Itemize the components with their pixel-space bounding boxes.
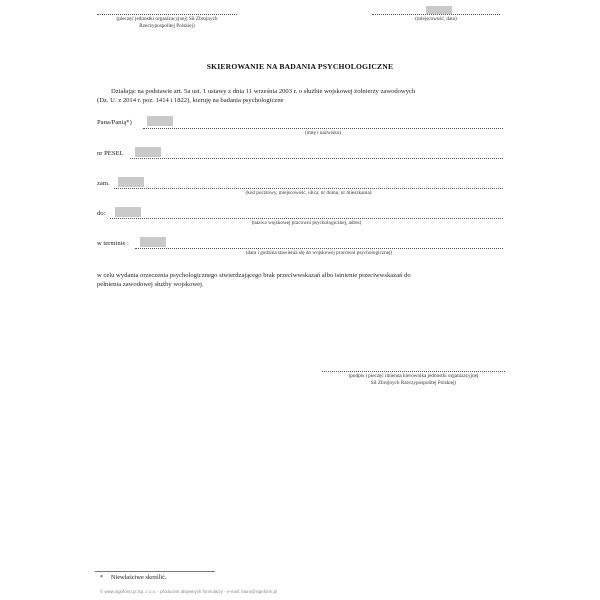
place-date-caption: (miejscowość, data) <box>415 16 457 22</box>
stamp-caption-line1: (pieczęć jednostki organizacyjnej) Sił Zbrojnych <box>116 16 218 22</box>
stamp-caption-line2: Rzeczypospolitej Polskiej) <box>139 22 195 29</box>
footer-copyright: © www.signform.pl Sp. z o.o. - producent aktywnych formularzy - e-mail: biuro@signform.pl <box>100 589 278 594</box>
address-field-line[interactable] <box>114 188 503 189</box>
field-label-address: zam. <box>97 180 110 187</box>
pesel-value-redaction[interactable] <box>135 147 161 157</box>
signature-caption-line2: Sił Zbrojnych Rzeczypospolitej Polskiej) <box>370 379 457 386</box>
signature-line[interactable] <box>322 371 505 372</box>
person-field-line[interactable] <box>143 128 503 129</box>
place-date-line <box>372 14 500 15</box>
intro-line-1: Działając na podstawie art. 5a ust. 1 ustawy z dnia 11 września 2003 r. o służbie wojskowej żołnierzy zawodowych <box>111 88 416 95</box>
address-value-redaction[interactable] <box>118 177 144 187</box>
footnote-text: Niewłaściwe skreślić. <box>110 574 167 581</box>
address-field-caption: (kod pocztowy, miejscowość, ulica, nr domu, nr mieszkania) <box>245 190 372 196</box>
deadline-value-redaction[interactable] <box>140 237 166 247</box>
conclusion-line-2: pełnienia zawodowej służby wojskowej. <box>97 281 204 289</box>
destination-value-redaction[interactable] <box>115 207 141 217</box>
field-label-deadline: w terminie : <box>97 240 129 247</box>
stamp-line <box>97 14 237 15</box>
footnote-marker: * <box>100 574 104 581</box>
deadline-field-caption: (data i godzina stawienia się do wojskowej pracowni psychologicznej) <box>245 250 393 256</box>
document-title: SKIEROWANIE NA BADANIA PSYCHOLOGICZNE <box>206 62 394 71</box>
intro-paragraph <box>97 87 502 106</box>
signature-caption <box>315 373 512 386</box>
person-field-caption: (imię i nazwisko) <box>304 130 342 136</box>
place-date-redaction <box>426 6 452 14</box>
signature-caption-line1: (podpis i pieczęć imienna kierownika jednostki organizacyjnej <box>348 373 479 379</box>
field-label-destination: do: <box>97 210 106 217</box>
stamp-caption <box>92 16 242 29</box>
destination-field-caption: (nazwa wojskowej pracowni psychologicznej, adres) <box>251 220 362 226</box>
footnote-separator <box>95 571 215 572</box>
field-label-person: Pana/Panią*) <box>97 119 132 126</box>
intro-line-2: (Dz. U. z 2014 r. poz. 1414 i 1822), kieruję na badania psychologiczne <box>97 97 284 105</box>
pesel-field-line[interactable] <box>130 158 503 159</box>
conclusion-paragraph <box>97 271 502 290</box>
field-label-pesel: nr PESEL <box>97 150 124 157</box>
deadline-field-line[interactable] <box>135 248 503 249</box>
footnote <box>100 574 167 582</box>
conclusion-line-1: w celu wydania orzeczenia psychologicznego stwierdzającego brak przeciwwskazań albo istnienie przeciwwskazań do <box>97 272 411 279</box>
destination-field-line[interactable] <box>110 218 503 219</box>
person-value-redaction[interactable] <box>147 116 173 126</box>
